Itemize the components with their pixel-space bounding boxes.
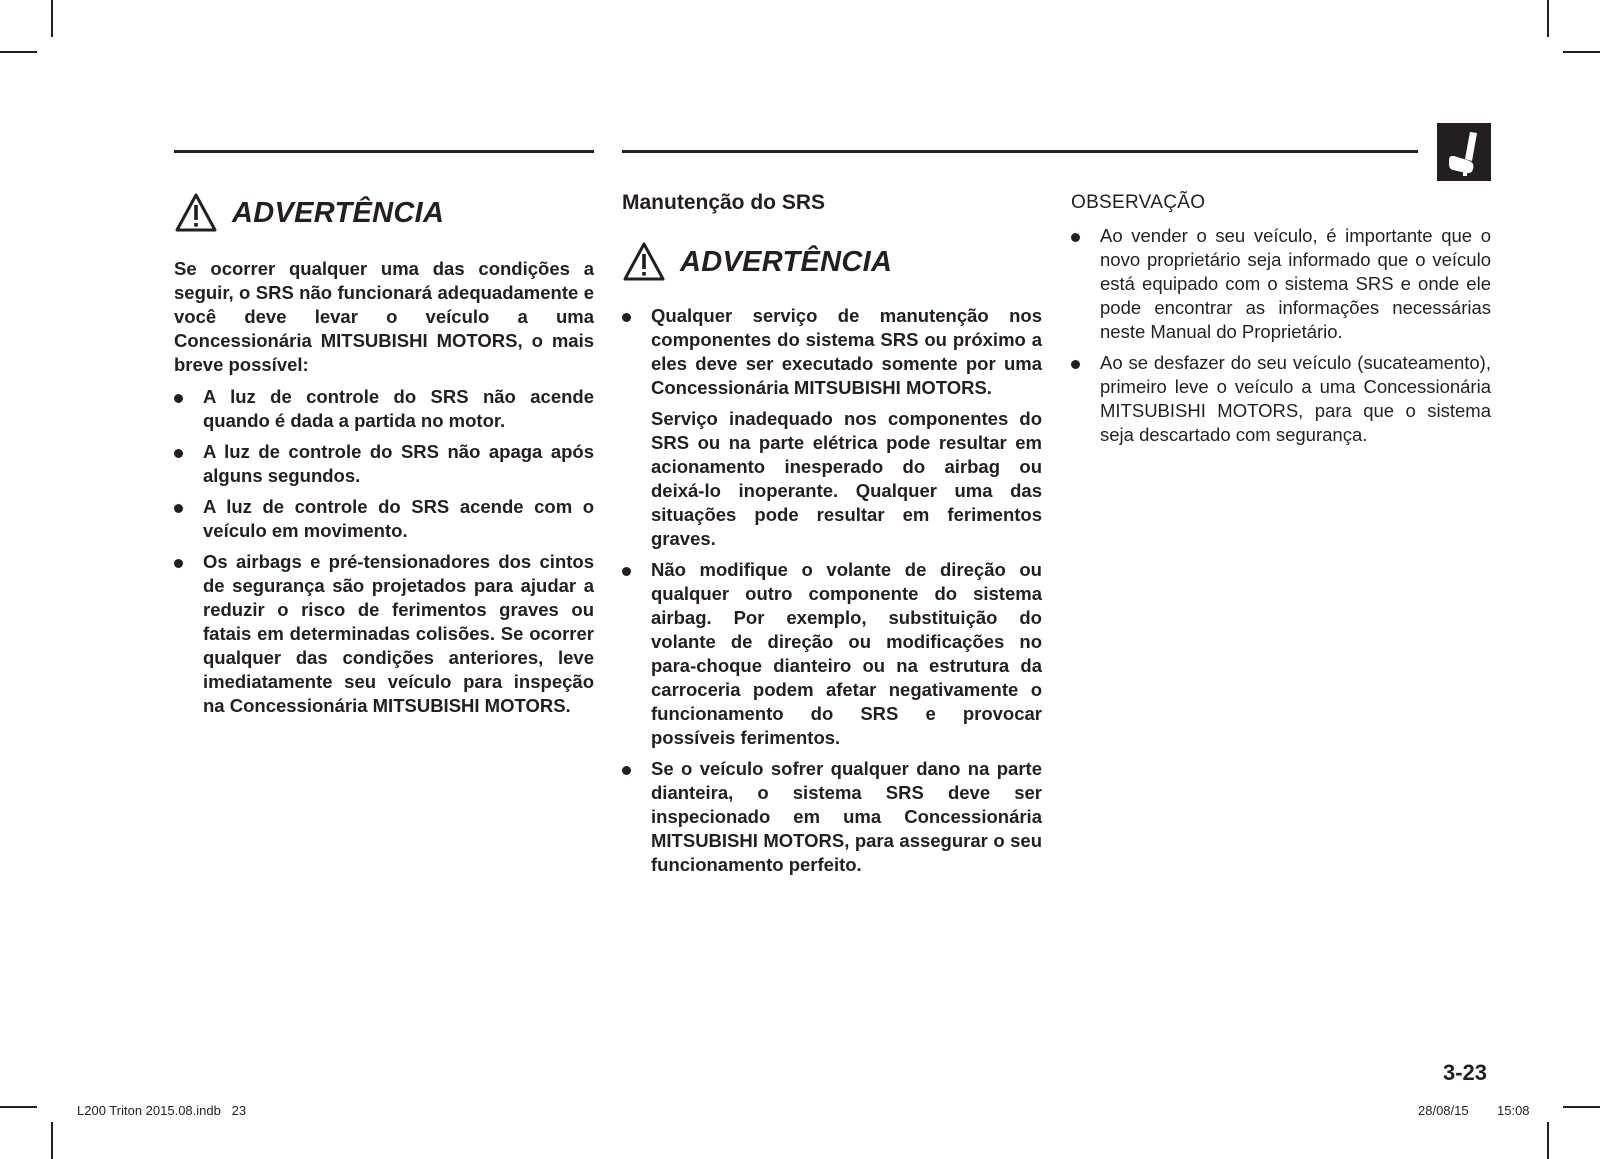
list-item: A luz de controle do SRS não apaga após alguns segundos.: [174, 440, 594, 488]
crop-mark: [0, 51, 37, 53]
warning-list: [622, 304, 1042, 877]
warning-header: [622, 241, 892, 283]
bullet-dot: [174, 504, 183, 513]
header-rule-left: [174, 150, 594, 153]
sub-paragraph: Serviço inadequado nos componentes do SRS ou na parte elétrica pode resultar em acionamento inesperado do airbag ou deixá-lo inoperante. Qualquer uma das situações pode resultar em ferimentos graves.: [651, 408, 1042, 549]
note-title: OBSERVAÇÃO: [1071, 192, 1206, 213]
warning-list: [174, 385, 594, 718]
list-item: [622, 407, 1042, 551]
warning-title: ADVERTÊNCIA: [232, 196, 445, 229]
bullet-dot: [1071, 360, 1080, 369]
crop-mark: [51, 1122, 53, 1159]
seat-icon: [1437, 123, 1491, 181]
warning-triangle-icon: [622, 241, 666, 283]
warning-title: ADVERTÊNCIA: [680, 245, 893, 278]
crop-mark: [1547, 1122, 1549, 1159]
note-list: [1071, 224, 1491, 447]
bullet-dot: [1071, 233, 1080, 242]
header-rule-right: [622, 150, 1418, 153]
footer-date: 28/08/15: [1418, 1103, 1469, 1118]
bullet-dot: [174, 559, 183, 568]
footer-file: L200 Triton 2015.08.indb 23: [77, 1103, 247, 1118]
footer-time: 15:08: [1497, 1103, 1530, 1118]
bullet-dot: [174, 394, 183, 403]
crop-mark: [1563, 51, 1600, 53]
crop-mark: [51, 0, 53, 37]
warning-intro: Se ocorrer qualquer uma das condições a seguir, o SRS não funcionará adequadamente e você deve levar o veículo a uma Concessionária MITSUBISHI MOTORS, o mais breve possível:: [174, 258, 594, 375]
crop-mark: [1547, 0, 1549, 37]
crop-mark: [1563, 1106, 1600, 1108]
warning-triangle-icon: [174, 192, 218, 234]
list-item: Ao se desfazer do seu veículo (sucateamento), primeiro leve o veículo a uma Concessionária MITSUBISHI MOTORS, para que o sistema seja descartado com segurança.: [1071, 351, 1491, 447]
bullet-dot: [622, 567, 631, 576]
bullet-dot: [174, 449, 183, 458]
section-title: Manutenção do SRS: [622, 191, 826, 214]
list-item: Ao vender o seu veículo, é importante que o novo proprietário seja informado que o veículo está equipado com o sistema SRS e onde ele pode encontrar as informações necessárias neste Manual do Proprietário.: [1071, 224, 1491, 344]
page-number: 3-23: [1443, 1060, 1488, 1085]
bullet-dot: [622, 313, 631, 322]
list-item: A luz de controle do SRS não acende quando é dada a partida no motor.: [174, 385, 594, 433]
list-item: Qualquer serviço de manutenção nos componentes do sistema SRS ou próximo a eles deve ser executado somente por uma Concessionária MITSUBISHI MOTORS.: [622, 304, 1042, 400]
bullet-dot: [622, 766, 631, 775]
list-item: Se o veículo sofrer qualquer dano na parte dianteira, o sistema SRS deve ser inspecionado em uma Concessionária MITSUBISHI MOTORS, para assegurar o seu funcionamento perfeito.: [622, 757, 1042, 877]
section-tab: [1437, 123, 1491, 181]
warning-header: [174, 192, 444, 234]
list-item: Os airbags e pré-tensionadores dos cintos de segurança são projetados para ajudar a reduzir o risco de ferimentos graves ou fatais em determinadas colisões. Se ocorrer qualquer das condições anteriores, leve imediatamente seu veículo para inspeção na Concessionária MITSUBISHI MOTORS.: [174, 550, 594, 718]
list-item: Não modifique o volante de direção ou qualquer outro componente do sistema airbag. Por exemplo, substituição do volante de direção ou modificações no para-choque dianteiro ou na estrutura da carroceria podem afetar negativamente o funcionamento do SRS e provocar possíveis ferimentos.: [622, 558, 1042, 750]
list-item: A luz de controle do SRS acende com o veículo em movimento.: [174, 495, 594, 543]
crop-mark: [0, 1106, 37, 1108]
